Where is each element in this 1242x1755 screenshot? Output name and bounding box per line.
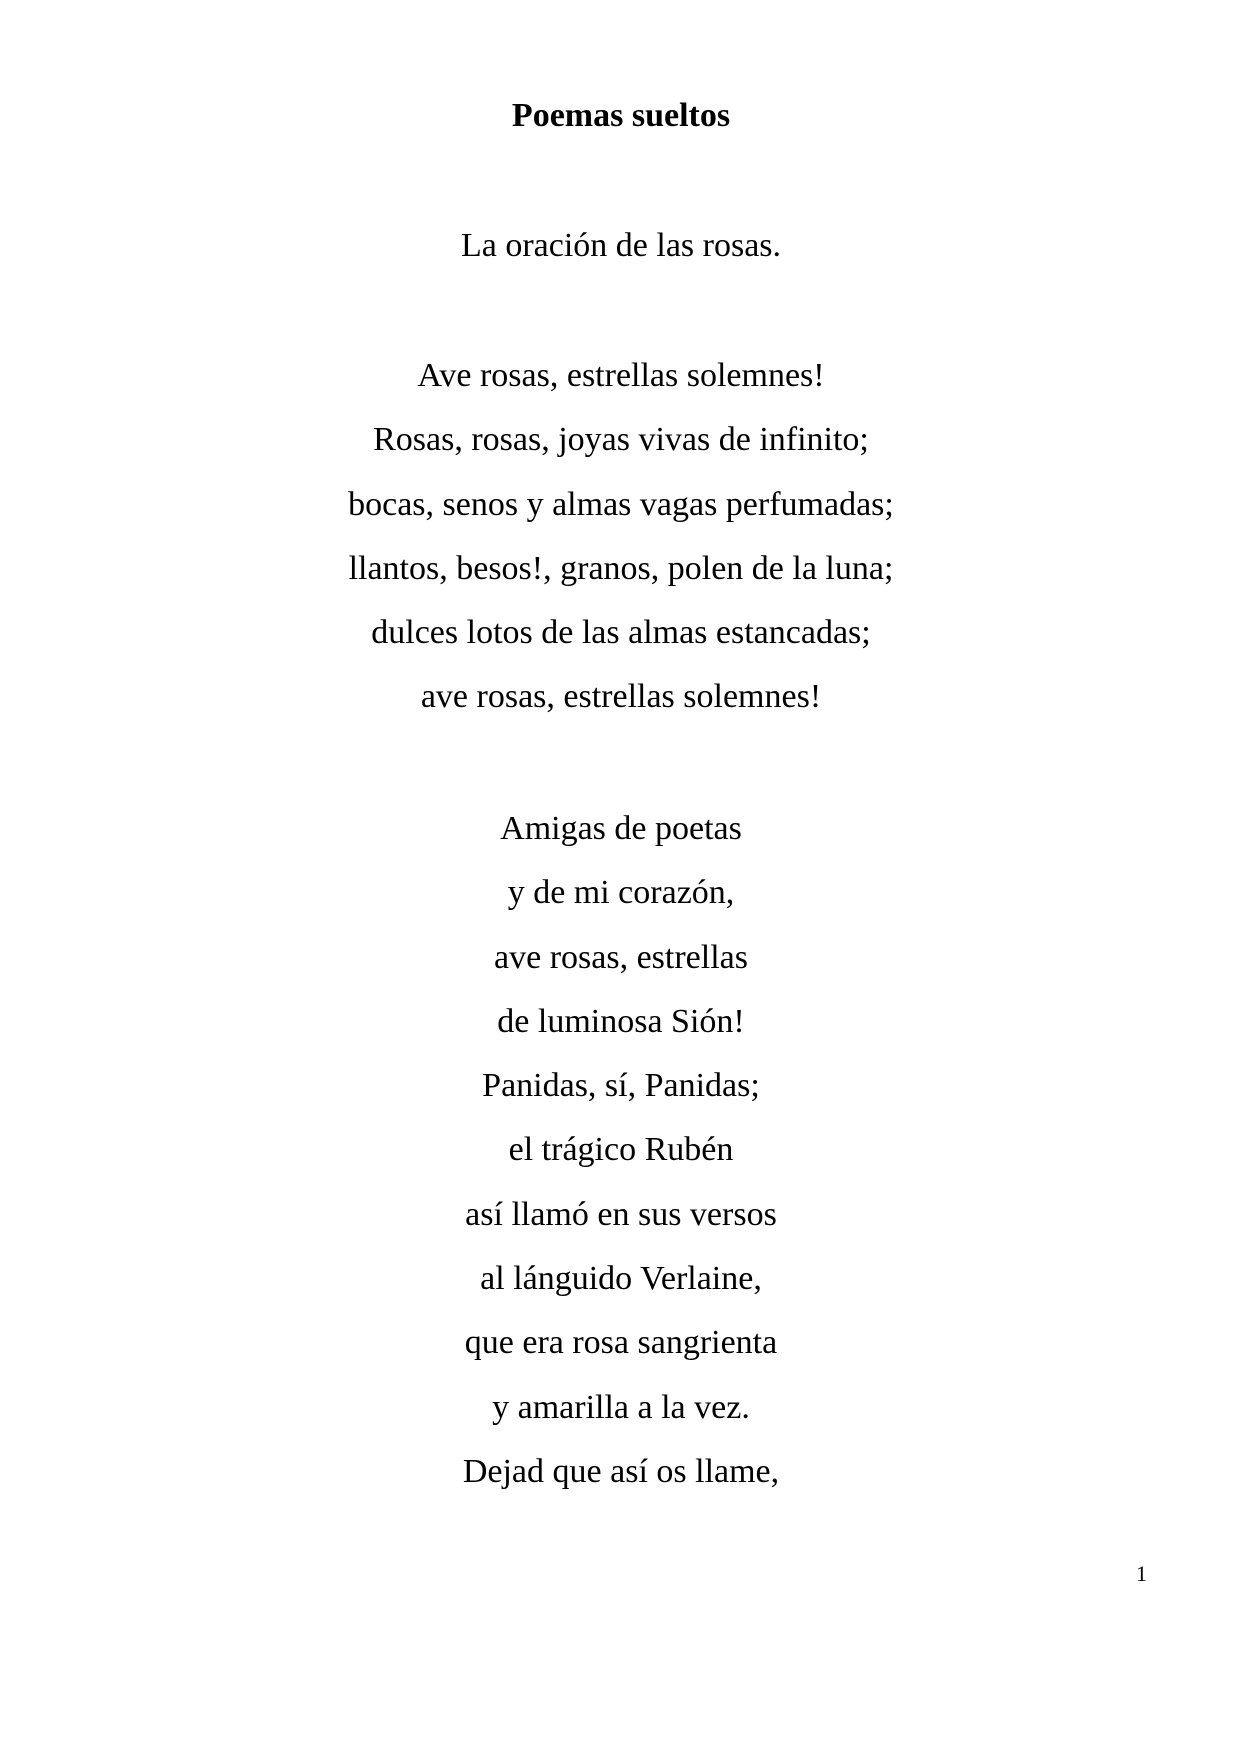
verse-line: dulces lotos de las almas estancadas; xyxy=(371,614,871,652)
verse-line: Panidas, sí, Panidas; xyxy=(482,1067,760,1105)
verse-line: y amarilla a la vez. xyxy=(492,1388,750,1426)
verse-line: de luminosa Sión! xyxy=(497,1002,745,1040)
poem-title: La oración de las rosas. xyxy=(460,227,782,264)
verse-line: y de mi corazón, xyxy=(507,874,735,912)
verse-line: bocas, senos y almas vagas perfumadas; xyxy=(348,485,894,523)
verse-line: así llamó en sus versos xyxy=(465,1195,777,1233)
page-number: 1 xyxy=(1136,1561,1147,1586)
stanza-2 xyxy=(0,797,1242,1504)
verse-line: Dejad que así os llame, xyxy=(462,1452,780,1490)
verse-line: Ave rosas, estrellas solemnes! xyxy=(417,357,825,394)
verse-line: llantos, besos!, granos, polen de la luna; xyxy=(348,549,894,587)
verse-line: Rosas, rosas, joyas vivas de infinito; xyxy=(373,421,869,459)
verse-line: al lánguido Verlaine, xyxy=(480,1260,762,1298)
verse-line: ave rosas, estrellas solemnes! xyxy=(420,678,822,716)
verse-line: Amigas de poetas xyxy=(500,810,742,847)
verse-line: que era rosa sangrienta xyxy=(464,1324,778,1362)
verse-line: ave rosas, estrellas xyxy=(494,938,748,976)
stanza-1 xyxy=(0,344,1242,730)
page-title: Poemas sueltos xyxy=(511,97,731,134)
verse-line: el trágico Rubén xyxy=(508,1131,734,1169)
